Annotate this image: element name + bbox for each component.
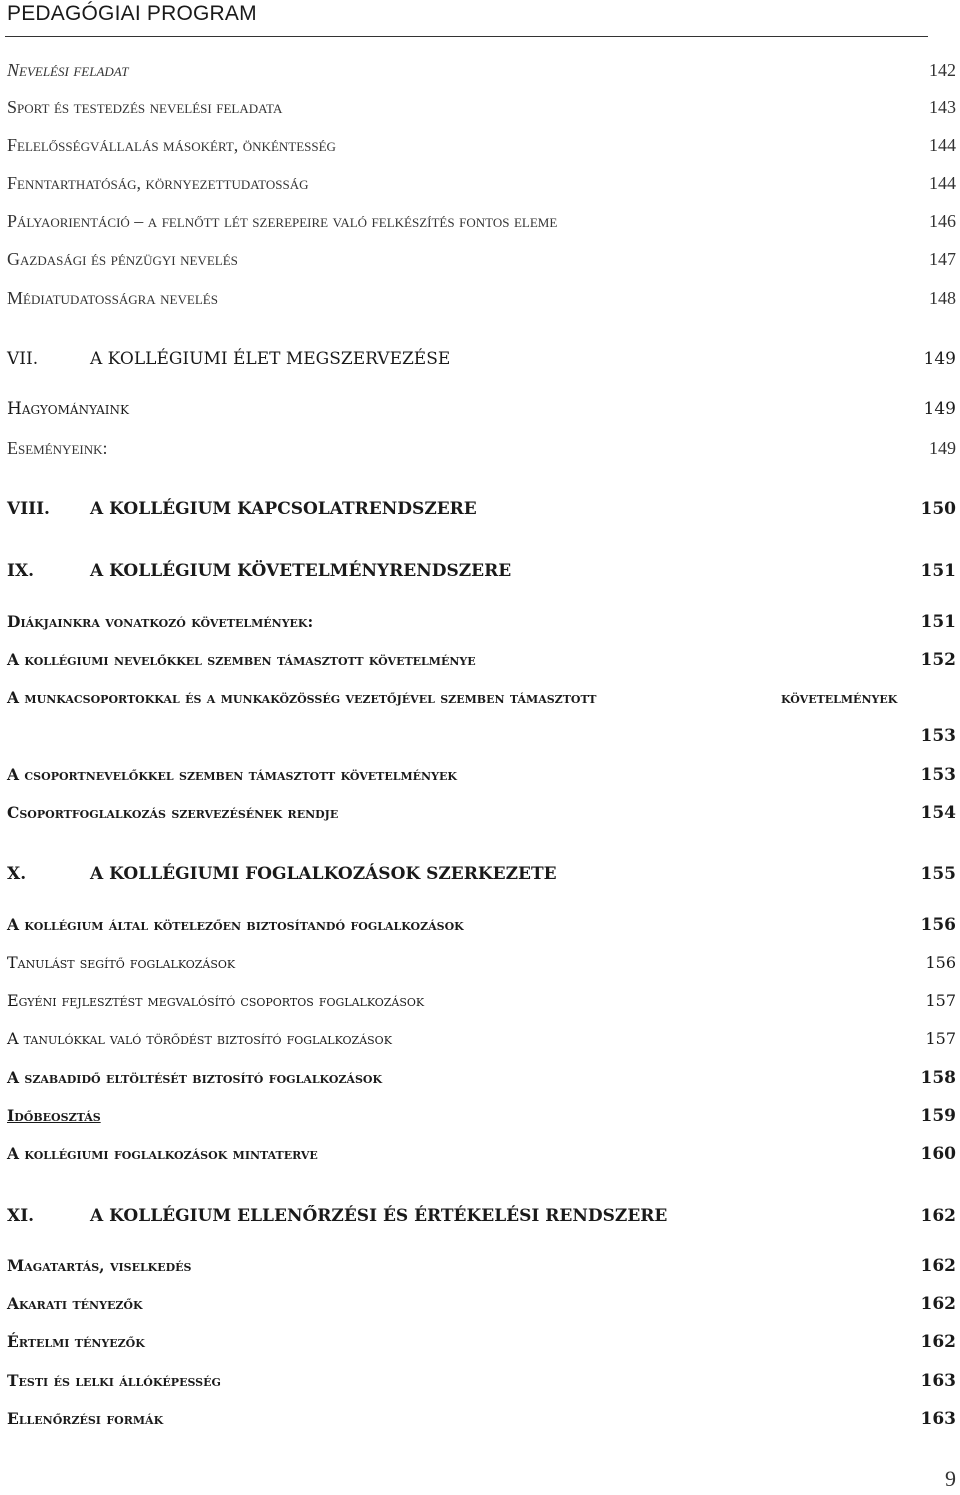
toc-entry-page: 149: [929, 438, 956, 458]
toc-entry-label: Sport és testedzés nevelési feladata: [7, 97, 283, 117]
toc-chapter-vii[interactable]: [0, 346, 960, 372]
toc-entry[interactable]: [0, 609, 960, 635]
page-number: 9: [945, 1466, 956, 1491]
toc-entry-label: Pályaorientáció – a felnőtt lét szerepeire való felkészítés fontos eleme: [7, 211, 558, 231]
toc-entry-page: 162: [920, 1332, 956, 1352]
toc-entry-page: 163: [920, 1371, 956, 1391]
toc-entry[interactable]: [0, 1406, 960, 1432]
toc-entry-page: 146: [929, 211, 956, 231]
toc-entry-page: 157: [925, 991, 956, 1010]
toc-entry[interactable]: [0, 1026, 960, 1052]
toc-entry[interactable]: [0, 435, 960, 461]
toc-entry[interactable]: [0, 57, 960, 83]
toc-entry-label: Időbeosztás: [7, 1106, 101, 1125]
toc-entry-label: A kollégiumi foglalkozások mintaterve: [7, 1144, 318, 1163]
toc-entry-label: Gazdasági és pénzügyi nevelés: [7, 249, 238, 269]
chapter-number: XI.: [7, 1206, 35, 1226]
toc-entry-label: Diákjainkra vonatkozó követelmények:: [7, 612, 314, 631]
toc-entry[interactable]: [0, 1141, 960, 1167]
toc-entry-page: 162: [920, 1256, 956, 1276]
toc-entry-label: A kollégium által kötelezően biztosítandó foglalkozások: [7, 915, 464, 934]
toc-entry-page: 159: [920, 1106, 956, 1126]
toc-entry-page: 144: [929, 173, 956, 193]
chapter-title: A KOLLÉGIUM KAPCSOLATRENDSZERE: [90, 499, 477, 519]
toc-entry-label: Eseményeink:: [7, 438, 108, 458]
toc-entry-page: 163: [920, 1409, 956, 1429]
toc-entry-label: Értelmi tényezők: [7, 1332, 145, 1351]
toc-entry[interactable]: [0, 170, 960, 196]
toc-entry[interactable]: [0, 988, 960, 1014]
toc-chapter-x[interactable]: [0, 861, 960, 887]
toc-entry[interactable]: [0, 246, 960, 272]
toc-entry-page: 143: [929, 97, 956, 117]
toc-entry[interactable]: [0, 950, 960, 976]
toc-entry-page: 160: [920, 1144, 956, 1164]
toc-entry-label: Testi és lelki állóképesség: [7, 1371, 221, 1390]
toc-entry-label: A munkacsoportokkal és a munkaközösség vezetőjével szemben támasztott: [7, 688, 597, 707]
chapter-page: 162: [920, 1206, 956, 1226]
toc-entry-label: Médiatudatosságra nevelés: [7, 288, 218, 308]
toc-entry-label: Csoportfoglalkozás szervezésének rendje: [7, 803, 339, 822]
toc-chapter-xi[interactable]: [0, 1203, 960, 1229]
chapter-number: VII.: [7, 349, 39, 369]
running-header-title: PEDAGÓGIAI PROGRAM: [7, 2, 257, 25]
toc-entry-page: 156: [925, 953, 956, 972]
toc-entry[interactable]: [0, 396, 960, 422]
chapter-page: 150: [920, 499, 956, 519]
toc-entry-page: 144: [929, 135, 956, 155]
toc-entry-page: 151: [920, 612, 956, 632]
chapter-page: 155: [920, 864, 956, 884]
toc-entry-page: 153: [920, 765, 956, 785]
toc-entry-page: 149: [923, 399, 956, 419]
toc-entry-label: Egyéni fejlesztést megvalósító csoportos foglalkozások: [7, 991, 425, 1010]
toc-entry[interactable]: [0, 647, 960, 673]
toc-entry[interactable]: [0, 1065, 960, 1091]
toc-entry-label: Nevelési feladat: [7, 60, 129, 80]
toc-entry-label: A csoportnevelőkkel szemben támasztott követelmények: [7, 765, 457, 784]
toc-entry-label: A kollégiumi nevelőkkel szemben támasztott követelménye: [7, 650, 476, 669]
toc-entry[interactable]: [0, 912, 960, 938]
toc-entry-label: Ellenőrzési formák: [7, 1409, 164, 1428]
toc-entry-page-row[interactable]: [0, 723, 960, 749]
toc-entry[interactable]: [0, 132, 960, 158]
toc-entry-label: Fenntarthatóság, környezettudatosság: [7, 173, 309, 193]
toc-entry[interactable]: [0, 1103, 960, 1129]
chapter-number: IX.: [7, 561, 35, 581]
toc-entry-label: Felelősségvállalás másokért, önkéntesség: [7, 135, 336, 155]
chapter-title: A KOLLÉGIUMI ÉLET MEGSZERVEZÉSE: [90, 349, 451, 369]
toc-entry-label: Tanulást segítő foglalkozások: [7, 953, 236, 972]
toc-entry-label-continuation: követelmények: [781, 688, 898, 707]
toc-chapter-ix[interactable]: [0, 558, 960, 584]
toc-entry[interactable]: [0, 800, 960, 826]
toc-entry-page: 142: [929, 60, 956, 80]
toc-entry-page: 156: [920, 915, 956, 935]
toc-entry-label: Hagyományaink: [7, 399, 129, 419]
header-rule: [5, 36, 928, 37]
toc-entry-page: 153: [920, 726, 956, 746]
toc-entry-page: 157: [925, 1029, 956, 1048]
toc-entry-page: 158: [920, 1068, 956, 1088]
toc-entry[interactable]: [0, 1291, 960, 1317]
toc-entry[interactable]: [0, 1329, 960, 1355]
chapter-number: X.: [7, 864, 27, 884]
toc-entry[interactable]: [0, 762, 960, 788]
toc-entry[interactable]: [0, 285, 960, 311]
toc-entry-label: A szabadidő eltöltését biztosító foglalkozások: [7, 1068, 383, 1087]
toc-entry[interactable]: [0, 1253, 960, 1279]
toc-entry-label: Magatartás, viselkedés: [7, 1256, 192, 1275]
toc-entry[interactable]: [0, 94, 960, 120]
toc-entry-page: 154: [920, 803, 956, 823]
toc-entry-label: A tanulókkal való törődést biztosító foglalkozások: [7, 1029, 392, 1048]
chapter-title: A KOLLÉGIUM KÖVETELMÉNYRENDSZERE: [90, 561, 512, 581]
toc-entry-page: 152: [920, 650, 956, 670]
chapter-page: 151: [920, 561, 956, 581]
toc-entry[interactable]: [0, 685, 960, 711]
chapter-page: 149: [923, 349, 956, 369]
toc-entry-page: 162: [920, 1294, 956, 1314]
toc-chapter-viii[interactable]: [0, 496, 960, 522]
chapter-number: VIII.: [7, 499, 50, 519]
chapter-title: A KOLLÉGIUMI FOGLALKOZÁSOK SZERKEZETE: [90, 864, 557, 884]
toc-entry[interactable]: [0, 208, 960, 234]
toc-entry-page: 148: [929, 288, 956, 308]
toc-entry-label: Akarati tényezők: [7, 1294, 143, 1313]
chapter-title: A KOLLÉGIUM ELLENŐRZÉSI ÉS ÉRTÉKELÉSI RENDSZERE: [90, 1206, 668, 1226]
toc-entry[interactable]: [0, 1368, 960, 1394]
toc-entry-page: 147: [929, 249, 956, 269]
